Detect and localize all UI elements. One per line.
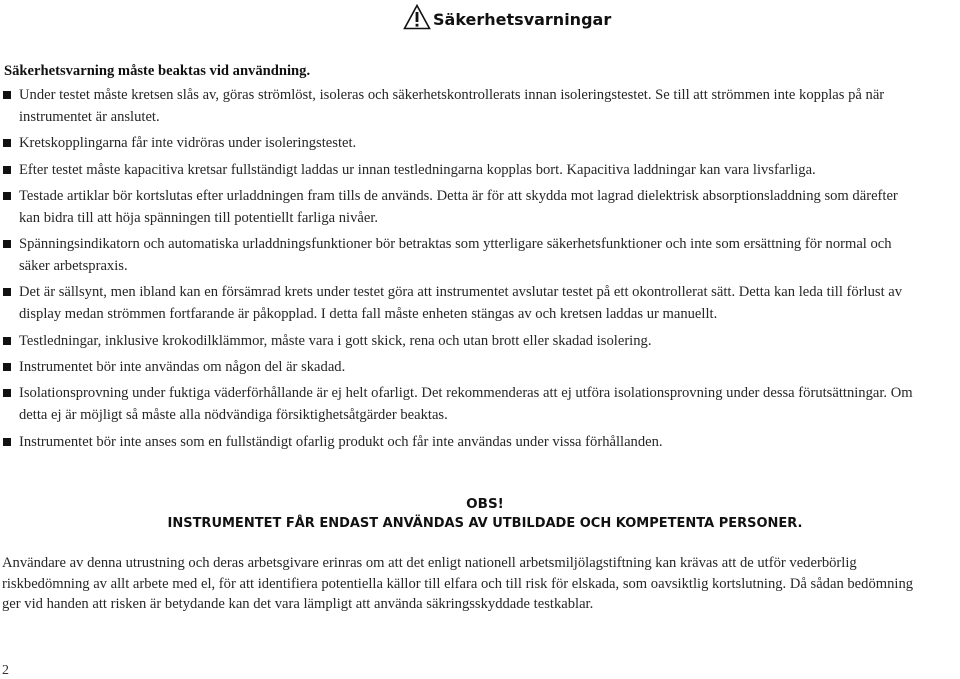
footer-paragraph [2, 553, 958, 615]
warning-text-line: Instrumentet bör inte användas om någon del är skadad. [19, 359, 346, 376]
warning-text-line: Det är sällsynt, men ibland kan en försämrad krets under testet göra att instrumentet avslutar testet på ett okontrollerat sätt. Detta kan leda till förlust av [19, 284, 903, 301]
page-number: 2 [2, 663, 9, 678]
square-bullet-icon [3, 166, 11, 174]
warning-list-item [0, 431, 960, 453]
warning-list-item [0, 382, 960, 426]
warning-list-item [0, 233, 960, 277]
warning-list-item [0, 281, 960, 325]
warning-list-item [0, 185, 960, 229]
warning-text-line: display medan strömmen fortfarande är påkopplad. I detta fall måste enheten stängas av och kretsen laddas ur manuellt. [19, 306, 718, 323]
warning-text-line: Efter testet måste kapacitiva kretsar fullständigt laddas ur innan testledningarna kopplas bort. Kapacitiva laddningar kan vara livsfarliga. [19, 161, 816, 178]
warning-text-line: Isolationsprovning under fuktiga väderförhållande är ej helt ofarligt. Det rekommenderas att ej utföra isolationsprovning under dessa förutsättningar. Om [19, 385, 913, 402]
square-bullet-icon [3, 240, 11, 248]
obs-notice [0, 495, 960, 533]
square-bullet-icon [3, 288, 11, 296]
footer-text-line: riskbedömning av allt arbete med el, för att identifiera potentiella källor till elfara och till risk för elskada, som oavsiktlig kortslutning. Då sådan bedömning [2, 575, 914, 592]
warning-text-line: detta ej är möjligt så måste alla nödvändiga försiktighetsåtgärder beaktas. [19, 407, 448, 424]
warning-text-line: Under testet måste kretsen slås av, göras strömlöst, isoleras och säkerhetskontrollerats innan isoleringstestet. Se till att strömmen inte kopplas på när [19, 87, 885, 103]
section-subtitle: Säkerhetsvarning måste beaktas vid användning. [4, 63, 311, 79]
warning-list [0, 84, 960, 457]
square-bullet-icon [3, 389, 11, 397]
square-bullet-icon [3, 139, 11, 147]
warning-text-line: Testade artiklar bör kortslutas efter urladdningen fram tills de används. Detta är för att skydda mot lagrad dielektrisk absorptionsladdning som därefter [19, 187, 898, 204]
warning-triangle-icon [403, 4, 431, 30]
square-bullet-icon [3, 192, 11, 200]
obs-label: OBS! [466, 496, 504, 512]
warning-list-item [0, 330, 960, 352]
warning-text-line: Spänningsindikatorn och automatiska urladdningsfunktioner bör betraktas som ytterligare säkerhetsfunktioner och inte som ersättning för normal och [19, 236, 892, 253]
warning-list-item [0, 159, 960, 181]
square-bullet-icon [3, 91, 11, 99]
warning-text-line: instrumentet är anslutet. [19, 109, 160, 125]
warning-text-line: säker arbetspraxis. [19, 258, 128, 275]
warning-list-item [0, 132, 960, 154]
page-title: Säkerhetsvarningar [433, 9, 612, 29]
square-bullet-icon [3, 337, 11, 345]
footer-text-line: Användare av denna utrustning och deras arbetsgivare erinras om att det enligt nationell arbetsmiljölagstiftning kan krävas att de utför vederbörlig [2, 555, 857, 571]
section-header [403, 4, 611, 30]
warning-text-line: Kretskopplingarna får inte vidröras under isoleringstestet. [19, 135, 357, 152]
square-bullet-icon [3, 438, 11, 446]
warning-list-item [0, 356, 960, 378]
warning-list-item [0, 84, 960, 128]
warning-text-line: Instrumentet bör inte anses som en fullständigt ofarlig produkt och får inte användas under vissa förhållanden. [19, 433, 663, 450]
obs-text: INSTRUMENTET FÅR ENDAST ANVÄNDAS AV UTBILDADE OCH KOMPETENTA PERSONER. [167, 516, 803, 531]
warning-text-line: Testledningar, inklusive krokodilklämmor, måste vara i gott skick, rena och utan brott eller skadad isolering. [19, 332, 652, 349]
warning-text-line: kan bidra till att höja spänningen till potentiellt farliga nivåer. [19, 209, 379, 226]
footer-text-line: ger vid handen att risken är betydande kan det vara lämpligt att använda säkringsskyddade testkablar. [2, 596, 594, 612]
square-bullet-icon [3, 363, 11, 371]
